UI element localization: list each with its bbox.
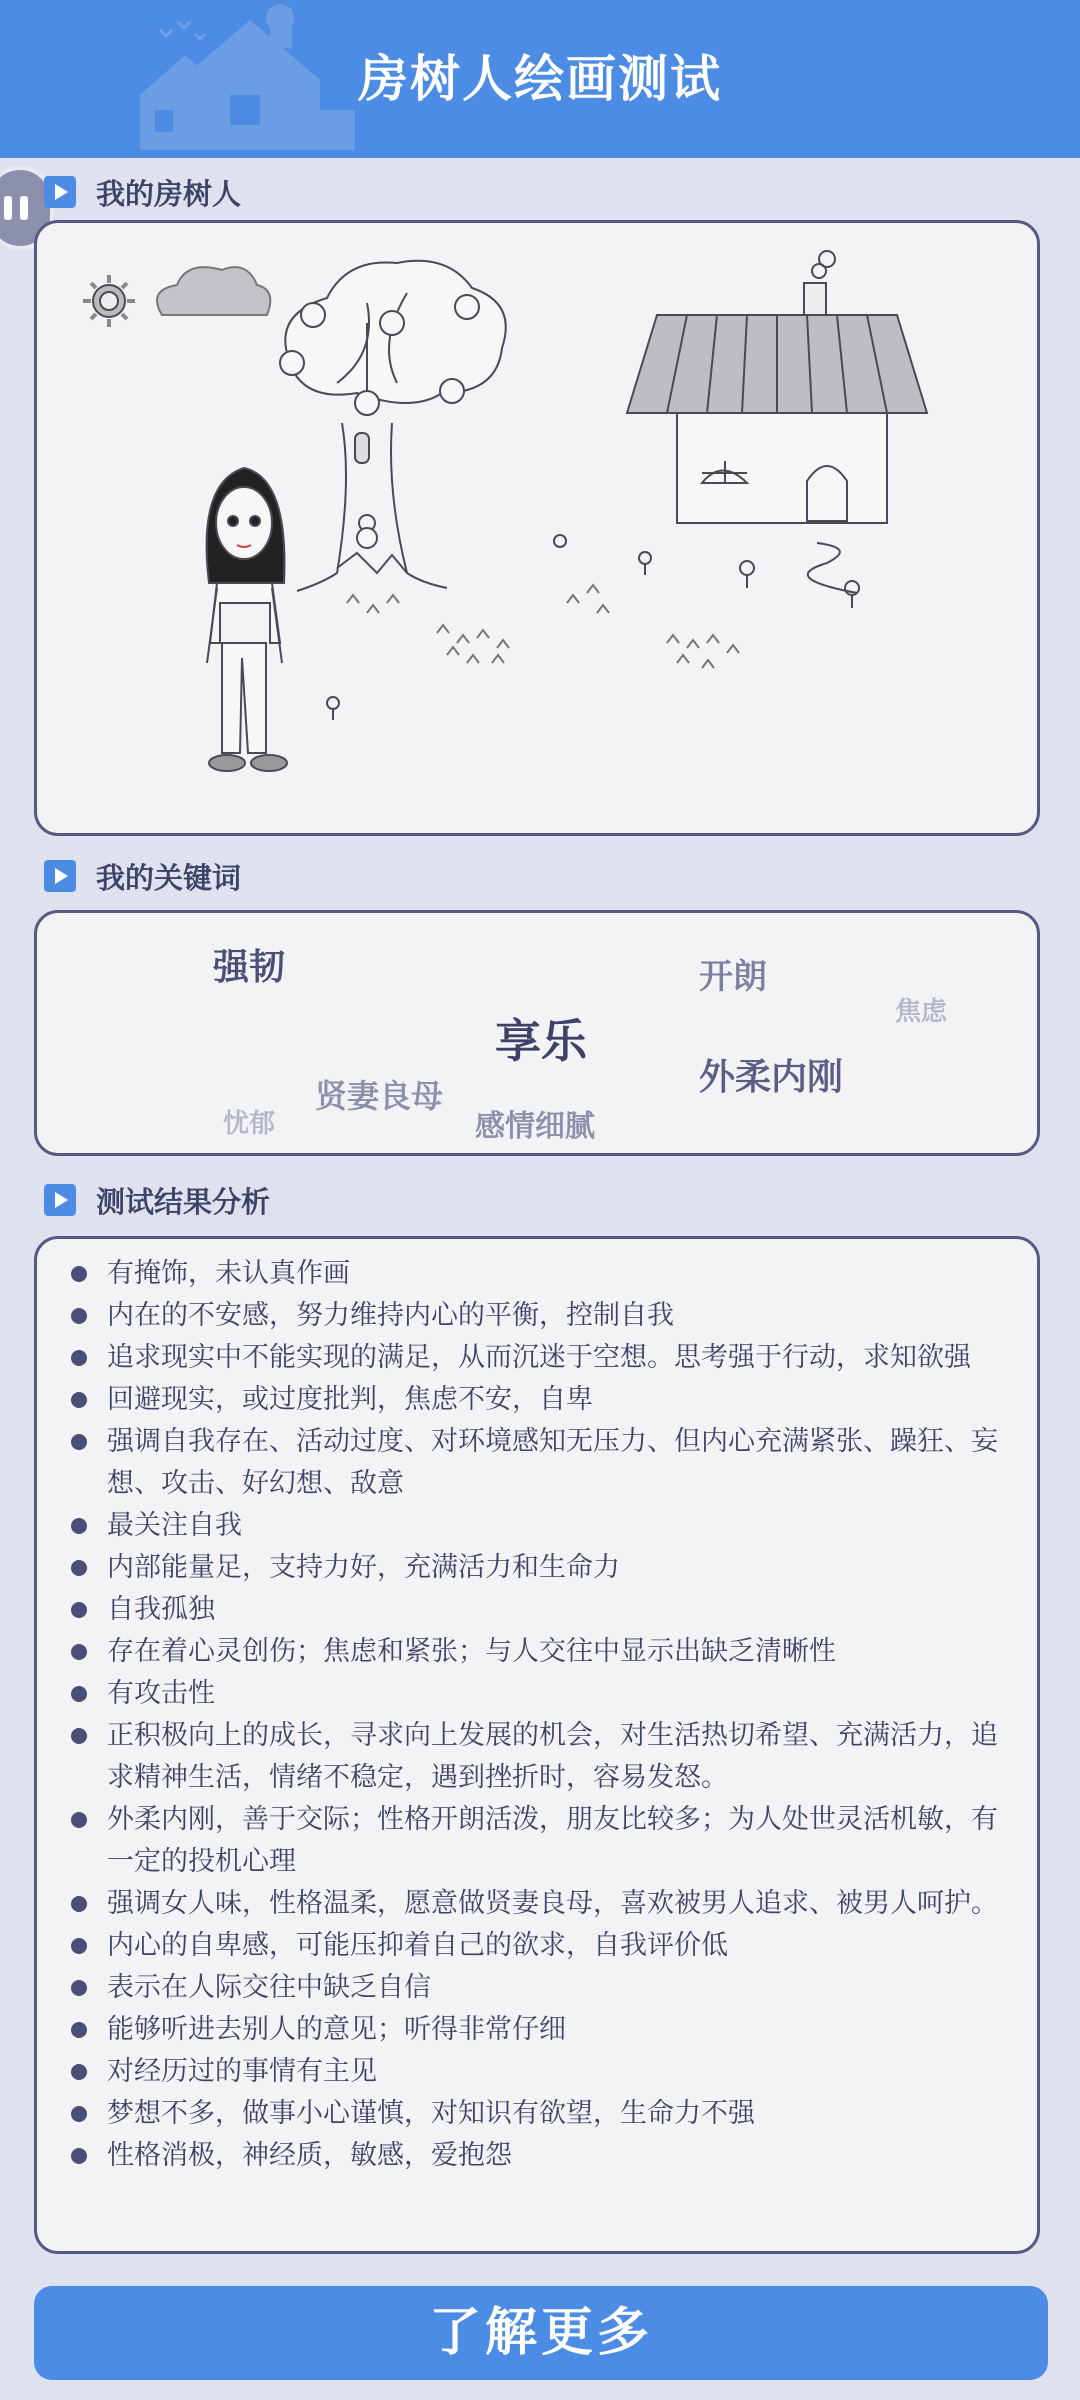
pause-icon [4, 196, 12, 220]
header-bar [0, 0, 1080, 158]
section-title-keywords [44, 856, 241, 896]
cloud-icon [157, 267, 270, 315]
analysis-item: 性格消极，神经质，敏感，爱抱怨 [65, 2135, 1017, 2177]
section-title-label: 测试结果分析 [96, 1184, 271, 1219]
section-title-label: 我的关键词 [96, 860, 242, 895]
flower-icon [327, 552, 859, 720]
analysis-item: 内在的不安感，努力维持内心的平衡，控制自我 [65, 1295, 1017, 1337]
keyword-tag: 享乐 [495, 1014, 587, 1068]
section-title-drawing [44, 172, 241, 212]
tree-icon [280, 261, 506, 591]
play-triangle-icon [44, 176, 76, 208]
play-triangle-icon [44, 860, 76, 892]
analysis-item: 对经历过的事情有主见 [65, 2051, 1017, 2093]
analysis-item: 内部能量足，支持力好，充满活力和生命力 [65, 1547, 1017, 1589]
analysis-item: 梦想不多，做事小心谨慎，对知识有欲望，生命力不强 [65, 2093, 1017, 2135]
pause-icon-bar [20, 196, 28, 220]
analysis-item: 回避现实，或过度批判，焦虑不安，自卑 [65, 1379, 1017, 1421]
keyword-tag: 焦虑 [895, 997, 948, 1027]
analysis-item: 强调自我存在、活动过度、对环境感知无压力、但内心充满紧张、躁狂、妄想、攻击、好幻想、敌意 [65, 1421, 1017, 1505]
keyword-tag: 强韧 [213, 947, 286, 988]
analysis-item: 自我孤独 [65, 1589, 1017, 1631]
keyword-tag: 忧郁 [223, 1109, 276, 1139]
section-title-analysis [44, 1180, 270, 1220]
analysis-item: 正积极向上的成长，寻求向上发展的机会，对生活热切希望、充满活力，追求精神生活，情绪不稳定，遇到挫折时，容易发怒。 [65, 1715, 1017, 1799]
page-title: 房树人绘画测试 [358, 50, 722, 108]
keyword-tag: 贤妻良母 [315, 1077, 444, 1115]
person-icon [207, 468, 287, 771]
analysis-card [34, 1236, 1040, 2254]
play-triangle-icon [44, 1184, 76, 1216]
keyword-tag: 开朗 [699, 957, 767, 997]
house-icon [627, 251, 927, 593]
analysis-item: 强调女人味，性格温柔，愿意做贤妻良母，喜欢被男人追求、被男人呵护。 [65, 1883, 1017, 1925]
analysis-item: 能够听进去别人的意见；听得非常仔细 [65, 2009, 1017, 2051]
analysis-item: 外柔内刚，善于交际；性格开朗活泼，朋友比较多；为人处世灵活机敏，有一定的投机心理 [65, 1799, 1017, 1883]
analysis-item: 有掩饰，未认真作画 [65, 1253, 1017, 1295]
section-title-label: 我的房树人 [96, 176, 242, 211]
drawing-card [34, 220, 1040, 836]
keywords-card [34, 910, 1040, 1156]
analysis-item: 存在着心灵创伤；焦虑和紧张；与人交往中显示出缺乏清晰性 [65, 1631, 1017, 1673]
analysis-item: 最关注自我 [65, 1505, 1017, 1547]
analysis-item: 内心的自卑感，可能压抑着自己的欲求，自我评价低 [65, 1925, 1017, 1967]
learn-more-button[interactable]: 了解更多 [34, 2286, 1048, 2380]
analysis-item: 追求现实中不能实现的满足，从而沉迷于空想。思考强于行动，求知欲强 [65, 1337, 1017, 1379]
analysis-list [37, 1239, 1037, 2177]
sun-icon [83, 275, 135, 327]
analysis-item: 有攻击性 [65, 1673, 1017, 1715]
analysis-item: 表示在人际交往中缺乏自信 [65, 1967, 1017, 2009]
keyword-tag: 感情细腻 [475, 1109, 595, 1144]
keyword-tag: 外柔内刚 [699, 1057, 844, 1098]
grass-icon [347, 585, 739, 668]
house-tree-person-drawing [37, 223, 1037, 833]
